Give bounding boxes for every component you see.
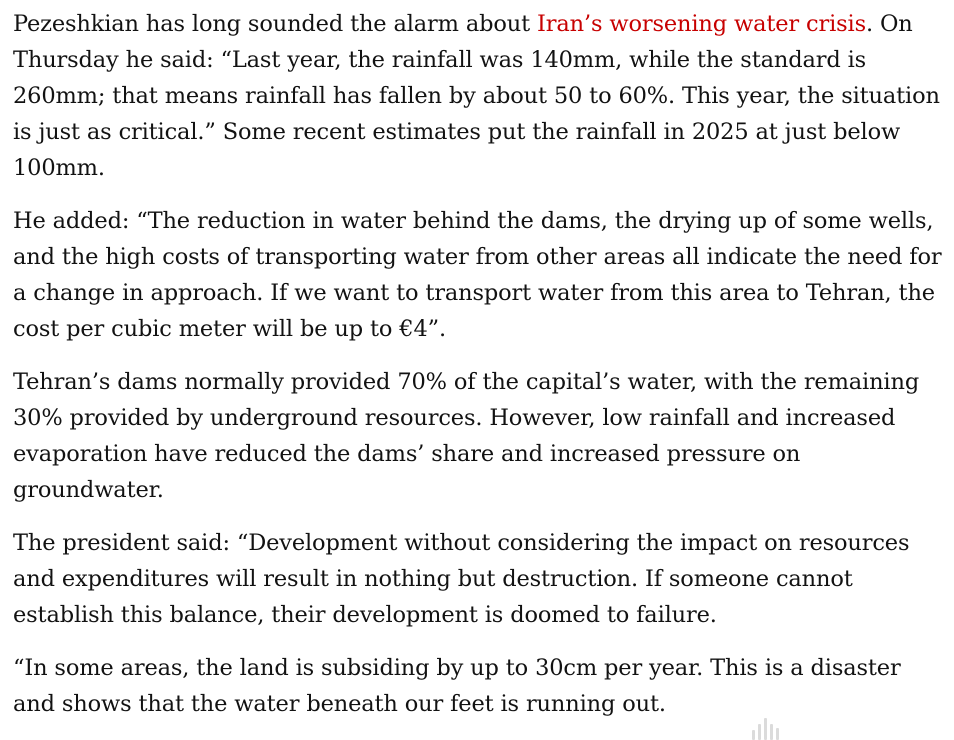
paragraph-2: He added: “The reduction in water behind the dams, the drying up of some wells, and the high costs of transporting water from other areas all indicate the need for a change in approach. If we want to transport water from this area to Tehran, the cost per cubic meter will be up to €4”. [13, 208, 942, 342]
watermark-icon [752, 716, 796, 740]
paragraph-3: Tehran’s dams normally provided 70% of the capital’s water, with the remaining 30% provided by underground resources. However, low rainfall and increased evaporation have reduced the dams’ share and increased pressure on groundwater. [13, 369, 920, 503]
paragraph-1-intro: Pezeshkian has long sounded the alarm about [13, 11, 537, 37]
paragraph-1 [13, 6, 945, 186]
paragraph-5: “In some areas, the land is subsiding by up to 30cm per year. This is a disaster and shows that the water beneath our feet is running out. [13, 655, 901, 717]
water-crisis-link[interactable]: Iran’s worsening water crisis [537, 11, 866, 37]
article-body [13, 6, 945, 739]
paragraph-4: The president said: “Development without considering the impact on resources and expenditures will result in nothing but destruction. If someone cannot establish this balance, their development is doomed to failure. [13, 530, 910, 628]
paragraph-1-quote: . On Thursday he said: “Last year, the rainfall was 140mm, while the standard is 260mm; that means rainfall has fallen by about 50 to 60%. This year, the situation is just as critical.” Some recent estimates put the rainfall in 2025 at just below 100mm. [13, 11, 940, 181]
